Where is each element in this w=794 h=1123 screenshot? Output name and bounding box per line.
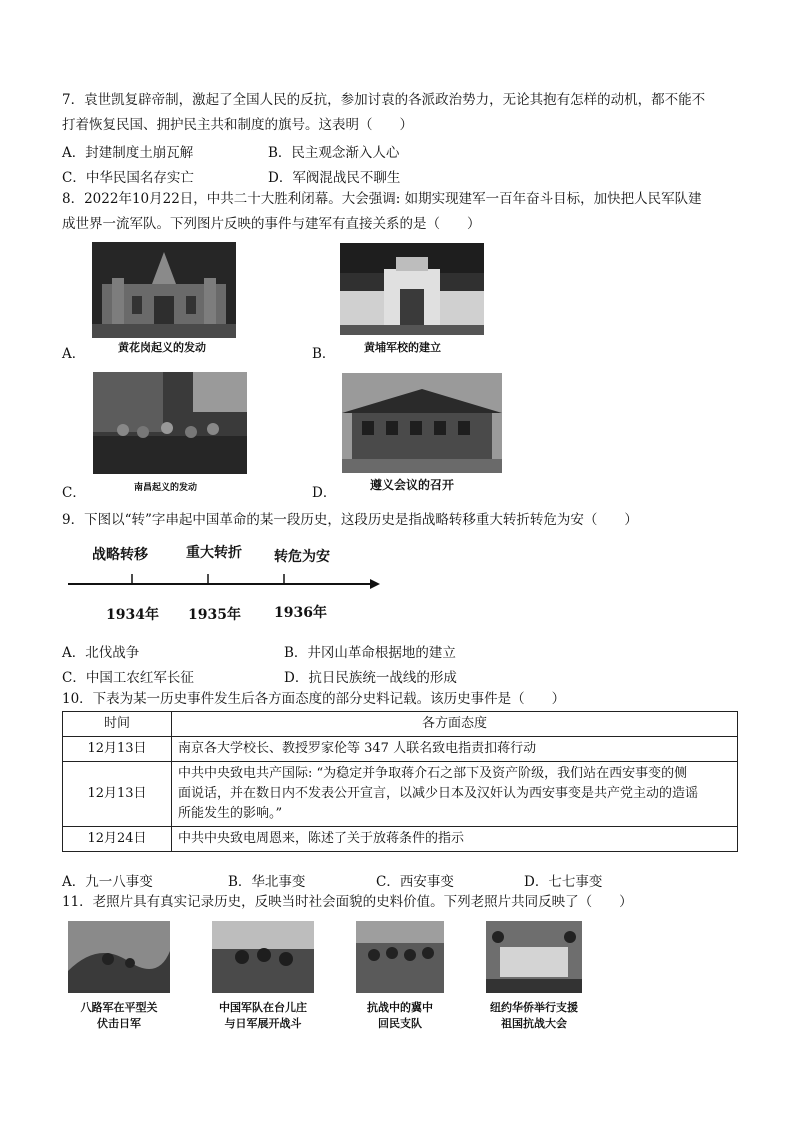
- table-cell-text: [172, 827, 738, 852]
- photo-taierzhuang: [212, 921, 314, 993]
- table-cell-text-line: 中共中央致电共产国际: “为稳定并争取蒋介石之部下及资产阶级，我们站在西安事变的侧: [178, 766, 688, 781]
- q8-option-c-caption: 南昌起义的发动: [134, 483, 198, 493]
- table-header-attitude: 各方面态度: [172, 712, 738, 737]
- caption-line: 中国军队在台儿庄: [219, 1001, 307, 1014]
- caption-line: 伏击日军: [97, 1017, 141, 1030]
- photo-pingxingguan: [68, 921, 170, 993]
- q8-option-a-letter: A．: [62, 346, 86, 362]
- photo-huimin-detachment: [356, 921, 444, 993]
- caption-line: 八路军在平型关: [80, 1001, 158, 1014]
- table-cell-date: 12月13日: [63, 762, 172, 827]
- table-row: [63, 762, 738, 827]
- table-cell-date: 12月24日: [63, 827, 172, 852]
- photo-caption-2: [206, 999, 320, 1031]
- q10-stem-line1: 10．下表为某一历史事件发生后各方面态度的部分史料记载。该历史事件是（ ）: [62, 691, 566, 707]
- q7-stem-line1: 7．袁世凯复辟帝制，激起了全国人民的反抗，参加讨袁的各派政治势力，无论其抱有怎样的动机，都不能不: [62, 92, 706, 108]
- photo-huanghuagang: [92, 242, 236, 338]
- q9-stem-line1: 9．下图以“转”字串起中国革命的某一段历史，这段历史是指战略转移重大转折转危为安（ ）: [62, 512, 638, 528]
- table-cell-text: [172, 737, 738, 762]
- q8-stem-line2: 成世界一流军队。下列图片反映的事件与建军有直接关系的是（ ）: [62, 216, 481, 232]
- table-cell-date: 12月13日: [63, 737, 172, 762]
- table-cell-text: [172, 762, 738, 827]
- caption-line: 与日军展开战斗: [224, 1017, 302, 1030]
- q9-option-b: B．井冈山革命根据地的建立: [284, 645, 456, 661]
- photo-caption-3: [350, 999, 450, 1031]
- table-cell-text-line: 中共中央致电周恩来，陈述了关于放蒋条件的指示: [178, 831, 465, 846]
- q9-option-d: D．抗日民族统一战线的形成: [284, 670, 457, 686]
- caption-line: 纽约华侨举行支援: [490, 1001, 578, 1014]
- photo-zunyi: [342, 373, 502, 473]
- q11-stem-line1: 11．老照片具有真实记录历史，反映当时社会面貌的史料价值。下列老照片共同反映了（ ）: [62, 894, 633, 910]
- table-header-time: 时间: [63, 712, 172, 737]
- q10-option-d: D．七七事变: [524, 874, 603, 890]
- table-cell-text-line: 南京各大学校长、教授罗家伦等 347 人联名致电指责扣蒋行动: [178, 741, 537, 756]
- q10-option-b: B．华北事变: [228, 874, 306, 890]
- timeline-year-2: 1935年: [188, 607, 241, 623]
- caption-line: 抗战中的冀中: [367, 1001, 433, 1014]
- table-cell-text-line: 所能发生的影响。”: [178, 806, 283, 821]
- photo-whampoa: [340, 243, 484, 335]
- q9-timeline: [62, 540, 382, 630]
- caption-line: 回民支队: [378, 1017, 422, 1030]
- q10-table: [62, 711, 738, 852]
- photo-nanchang: [93, 372, 247, 474]
- photo-new-york-rally: [486, 921, 582, 993]
- timeline-year-1: 1934年: [106, 607, 159, 623]
- q8-option-a-caption: 黄花岗起义的发动: [118, 341, 206, 354]
- table-cell-text-line: 面说话，并在数日内不发表公开宣言，以减少日本及汉奸认为西安事变是共产党主动的造谣: [178, 786, 699, 801]
- q10-option-c: C．西安事变: [376, 874, 454, 890]
- timeline-label-2: 重大转折: [186, 545, 242, 561]
- q7-option-d: D．军阀混战民不聊生: [268, 170, 401, 186]
- q9-option-a: A．北伐战争: [62, 645, 140, 661]
- photo-caption-4: [478, 999, 590, 1031]
- caption-line: 祖国抗战大会: [501, 1017, 567, 1030]
- table-header-row: [63, 712, 738, 737]
- q8-option-d-letter: D．: [312, 485, 337, 501]
- q7-stem-line2: 打着恢复民国、拥护民主共和制度的旗号。这表明（ ）: [62, 117, 413, 133]
- q10-option-a: A．九一八事变: [62, 874, 153, 890]
- table-row: [63, 827, 738, 852]
- q8-stem-line1: 8．2022年10月22日，中共二十大胜利闭幕。大会强调: 如期实现建军一百年奋斗目标，加快把人民军队建: [62, 191, 702, 207]
- q9-option-c: C．中国工农红军长征: [62, 670, 194, 686]
- q8-option-b-caption: 黄埔军校的建立: [364, 341, 441, 354]
- timeline-year-3: 1936年: [274, 605, 327, 621]
- q7-option-b: B．民主观念渐入人心: [268, 145, 400, 161]
- q8-option-b-letter: B．: [312, 346, 336, 362]
- q7-option-a: A．封建制度土崩瓦解: [62, 145, 194, 161]
- table-row: [63, 737, 738, 762]
- photo-caption-1: [74, 999, 164, 1031]
- q8-option-d-caption: 遵义会议的召开: [370, 478, 455, 492]
- timeline-label-1: 战略转移: [92, 547, 148, 563]
- q7-option-c: C．中华民国名存实亡: [62, 170, 194, 186]
- q8-option-c-letter: C．: [62, 485, 86, 501]
- timeline-label-3: 转危为安: [274, 549, 330, 565]
